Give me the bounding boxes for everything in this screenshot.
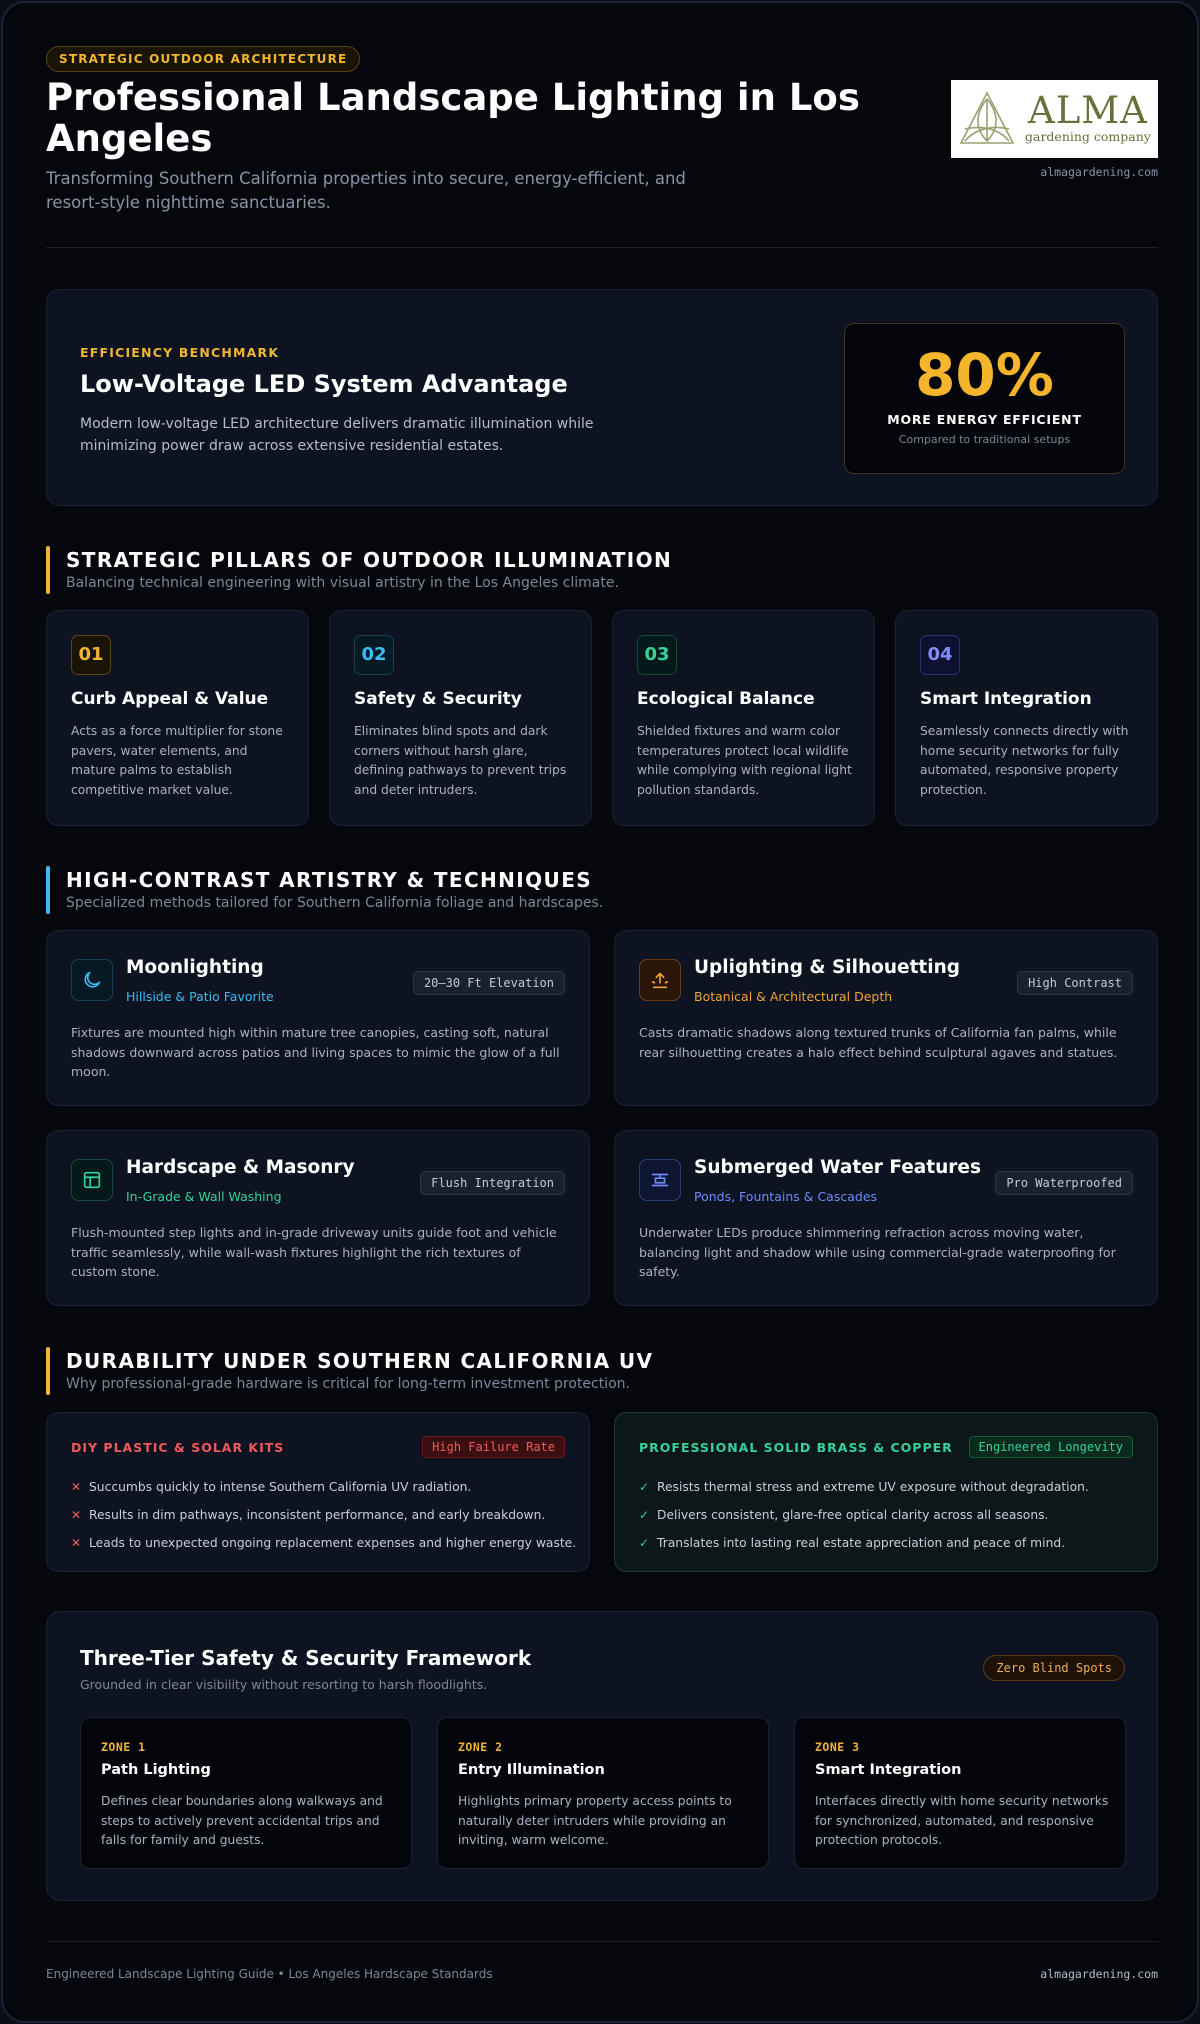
- page: [1, 1, 1199, 2023]
- pillar-description: Eliminates blind spots and dark corners without harsh glare, defining pathways to prevent trips and deter intruders.: [354, 724, 567, 797]
- zone-label: ZONE 2: [458, 1740, 503, 1754]
- technique-badge: Pro Waterproofed: [995, 1171, 1133, 1195]
- list-item: [639, 1473, 1089, 1501]
- stat-value: 80%: [915, 341, 1054, 409]
- pillar-title: Ecological Balance: [637, 689, 815, 709]
- technique-title: Uplighting & Silhouetting: [694, 957, 961, 978]
- technique-description: Underwater LEDs produce shimmering refraction across moving water, balancing light and shadow while using commercial-grade waterproofing for safety.: [639, 1225, 1116, 1279]
- water-fixture-icon: [639, 1159, 681, 1201]
- diy-list: [71, 1473, 576, 1557]
- leaf-triangle-icon: [957, 89, 1017, 149]
- pro-hardware-card: [614, 1412, 1158, 1572]
- technique-subtitle: Botanical & Architectural Depth: [694, 989, 893, 1004]
- pillar-number: 01: [71, 635, 111, 675]
- x-icon: ✕: [71, 1480, 82, 1494]
- footer-divider: [46, 1941, 1158, 1942]
- durability-section-heading: [46, 1347, 1158, 1395]
- list-item-text: Succumbs quickly to intense Southern California UV radiation.: [89, 1480, 472, 1494]
- company-logo[interactable]: [951, 80, 1158, 158]
- technique-description: Fixtures are mounted high within mature tree canopies, casting soft, natural shadows downward across patios and living spaces to mimic the glow of a full moon.: [71, 1025, 560, 1079]
- technique-title: Submerged Water Features: [694, 1157, 981, 1178]
- diy-title: DIY PLASTIC & SOLAR KITS: [71, 1440, 285, 1455]
- technique-subtitle: Hillside & Patio Favorite: [126, 989, 274, 1004]
- header-domain[interactable]: almagardening.com: [1040, 165, 1158, 179]
- zone-description: Defines clear boundaries along walkways and steps to actively prevent accidental trips and falls for family and guests.: [101, 1794, 383, 1847]
- footer-caption: Engineered Landscape Lighting Guide • Los Angeles Hardscape Standards: [46, 1967, 493, 1981]
- check-icon: ✓: [639, 1536, 650, 1550]
- stat-label: MORE ENERGY EFFICIENT: [887, 412, 1082, 427]
- framework-title: Three-Tier Safety & Security Framework: [80, 1646, 532, 1670]
- pro-list: [639, 1473, 1089, 1557]
- list-item: [71, 1501, 576, 1529]
- framework-badge: Zero Blind Spots: [983, 1655, 1125, 1681]
- zone-card: [80, 1717, 412, 1869]
- list-item-text: Translates into lasting real estate appreciation and peace of mind.: [657, 1536, 1066, 1550]
- footer-domain[interactable]: almagardening.com: [1040, 1967, 1158, 1981]
- section-accent-bar: [46, 1347, 50, 1395]
- pillar-title: Curb Appeal & Value: [71, 689, 269, 709]
- technique-badge: 20–30 Ft Elevation: [413, 971, 565, 995]
- zone-title: Path Lighting: [101, 1762, 211, 1778]
- list-item-text: Leads to unexpected ongoing replacement expenses and higher energy waste.: [89, 1536, 577, 1550]
- diy-badge: High Failure Rate: [422, 1436, 565, 1458]
- zone-description: Interfaces directly with home security networks for synchronized, automated, and responsive protection protocols.: [815, 1794, 1109, 1847]
- list-item-text: Resists thermal stress and extreme UV exposure without degradation.: [657, 1480, 1089, 1494]
- list-item: [71, 1529, 576, 1557]
- technique-card: [46, 1130, 590, 1306]
- technique-subtitle: In-Grade & Wall Washing: [126, 1189, 282, 1204]
- logo-sub-text: gardening company: [1025, 129, 1151, 144]
- technique-title: Hardscape & Masonry: [126, 1157, 355, 1178]
- uplight-icon: [639, 959, 681, 1001]
- header-eyebrow: STRATEGIC OUTDOOR ARCHITECTURE: [46, 46, 360, 72]
- pro-title: PROFESSIONAL SOLID BRASS & COPPER: [639, 1440, 953, 1455]
- section-subtitle: Why professional-grade hardware is critical for long-term investment protection.: [66, 1376, 631, 1392]
- technique-badge: High Contrast: [1017, 971, 1133, 995]
- framework-subtitle: Grounded in clear visibility without resorting to harsh floodlights.: [80, 1677, 488, 1692]
- technique-subtitle: Ponds, Fountains & Cascades: [694, 1189, 878, 1204]
- technique-description: Flush-mounted step lights and in-grade driveway units guide foot and vehicle traffic seamlessly, while wall-wash fixtures highlight the rich textures of custom stone.: [71, 1225, 557, 1279]
- pillar-number: 02: [354, 635, 394, 675]
- technique-card: [614, 930, 1158, 1106]
- diy-kits-card: [46, 1412, 590, 1572]
- x-icon: ✕: [71, 1508, 82, 1522]
- layout-icon: [71, 1159, 113, 1201]
- pillar-number: 03: [637, 635, 677, 675]
- section-title: DURABILITY UNDER SOUTHERN CALIFORNIA UV: [66, 1349, 654, 1373]
- zone-title: Smart Integration: [815, 1762, 962, 1778]
- pillar-title: Smart Integration: [920, 689, 1092, 709]
- check-icon: ✓: [639, 1508, 650, 1522]
- header-divider: [46, 247, 1158, 248]
- efficiency-stat: [844, 323, 1125, 474]
- pro-badge: Engineered Longevity: [969, 1436, 1134, 1458]
- pillars-section-heading: [46, 546, 1158, 594]
- page-subtitle: Transforming Southern California properties into secure, energy-efficient, and resort-style nighttime sanctuaries.: [46, 169, 686, 212]
- x-icon: ✕: [71, 1536, 82, 1550]
- technique-description: Casts dramatic shadows along textured trunks of California fan palms, while rear silhouetting creates a halo effect behind sculptural agaves and statues.: [639, 1025, 1118, 1060]
- pillar-card: [895, 610, 1158, 826]
- check-icon: ✓: [639, 1480, 650, 1494]
- list-item: [639, 1501, 1089, 1529]
- pillar-card: [329, 610, 592, 826]
- technique-card: [46, 930, 590, 1106]
- technique-title: Moonlighting: [126, 957, 264, 978]
- stat-caption: Compared to traditional setups: [898, 433, 1071, 446]
- zone-label: ZONE 1: [101, 1740, 146, 1754]
- section-title: HIGH-CONTRAST ARTISTRY & TECHNIQUES: [66, 868, 593, 892]
- section-subtitle: Balancing technical engineering with visual artistry in the Los Angeles climate.: [66, 575, 619, 591]
- efficiency-benchmark-card: [46, 289, 1158, 506]
- list-item-text: Results in dim pathways, inconsistent performance, and early breakdown.: [89, 1508, 546, 1522]
- section-accent-bar: [46, 546, 50, 594]
- technique-card: [614, 1130, 1158, 1306]
- pillar-card: [46, 610, 309, 826]
- zone-description: Highlights primary property access points to naturally deter intruders while providing an inviting, warm welcome.: [458, 1794, 732, 1847]
- pillar-description: Acts as a force multiplier for stone pavers, water elements, and mature palms to establish competitive market value.: [71, 724, 283, 797]
- pillar-title: Safety & Security: [354, 689, 522, 709]
- benchmark-title: Low-Voltage LED System Advantage: [80, 370, 568, 398]
- pillar-number: 04: [920, 635, 960, 675]
- pillar-description: Shielded fixtures and warm color temperatures protect local wildlife while complying with regional light pollution standards.: [637, 724, 852, 797]
- list-item-text: Delivers consistent, glare-free optical clarity across all seasons.: [657, 1508, 1049, 1522]
- section-accent-bar: [46, 866, 50, 914]
- benchmark-description: Modern low-voltage LED architecture delivers dramatic illumination while minimizing power draw across extensive residential estates.: [80, 416, 594, 454]
- benchmark-eyebrow: EFFICIENCY BENCHMARK: [80, 345, 280, 360]
- pillar-description: Seamlessly connects directly with home security networks for fully automated, responsive property protection.: [920, 724, 1129, 797]
- zone-title: Entry Illumination: [458, 1762, 605, 1778]
- section-subtitle: Specialized methods tailored for Southern California foliage and hardscapes.: [66, 895, 604, 911]
- list-item: [71, 1473, 576, 1501]
- section-title: STRATEGIC PILLARS OF OUTDOOR ILLUMINATION: [66, 548, 673, 572]
- logo-wordmark: [1025, 89, 1151, 145]
- security-framework-card: [46, 1611, 1158, 1901]
- pillar-card: [612, 610, 875, 826]
- technique-badge: Flush Integration: [420, 1171, 565, 1195]
- page-title: Professional Landscape Lighting in Los Angeles: [46, 76, 860, 160]
- moon-icon: [71, 959, 113, 1001]
- logo-main-text: ALMA: [1027, 89, 1148, 132]
- zone-label: ZONE 3: [815, 1740, 860, 1754]
- zone-card: [794, 1717, 1126, 1869]
- techniques-section-heading: [46, 866, 1158, 914]
- list-item: [639, 1529, 1089, 1557]
- zone-card: [437, 1717, 769, 1869]
